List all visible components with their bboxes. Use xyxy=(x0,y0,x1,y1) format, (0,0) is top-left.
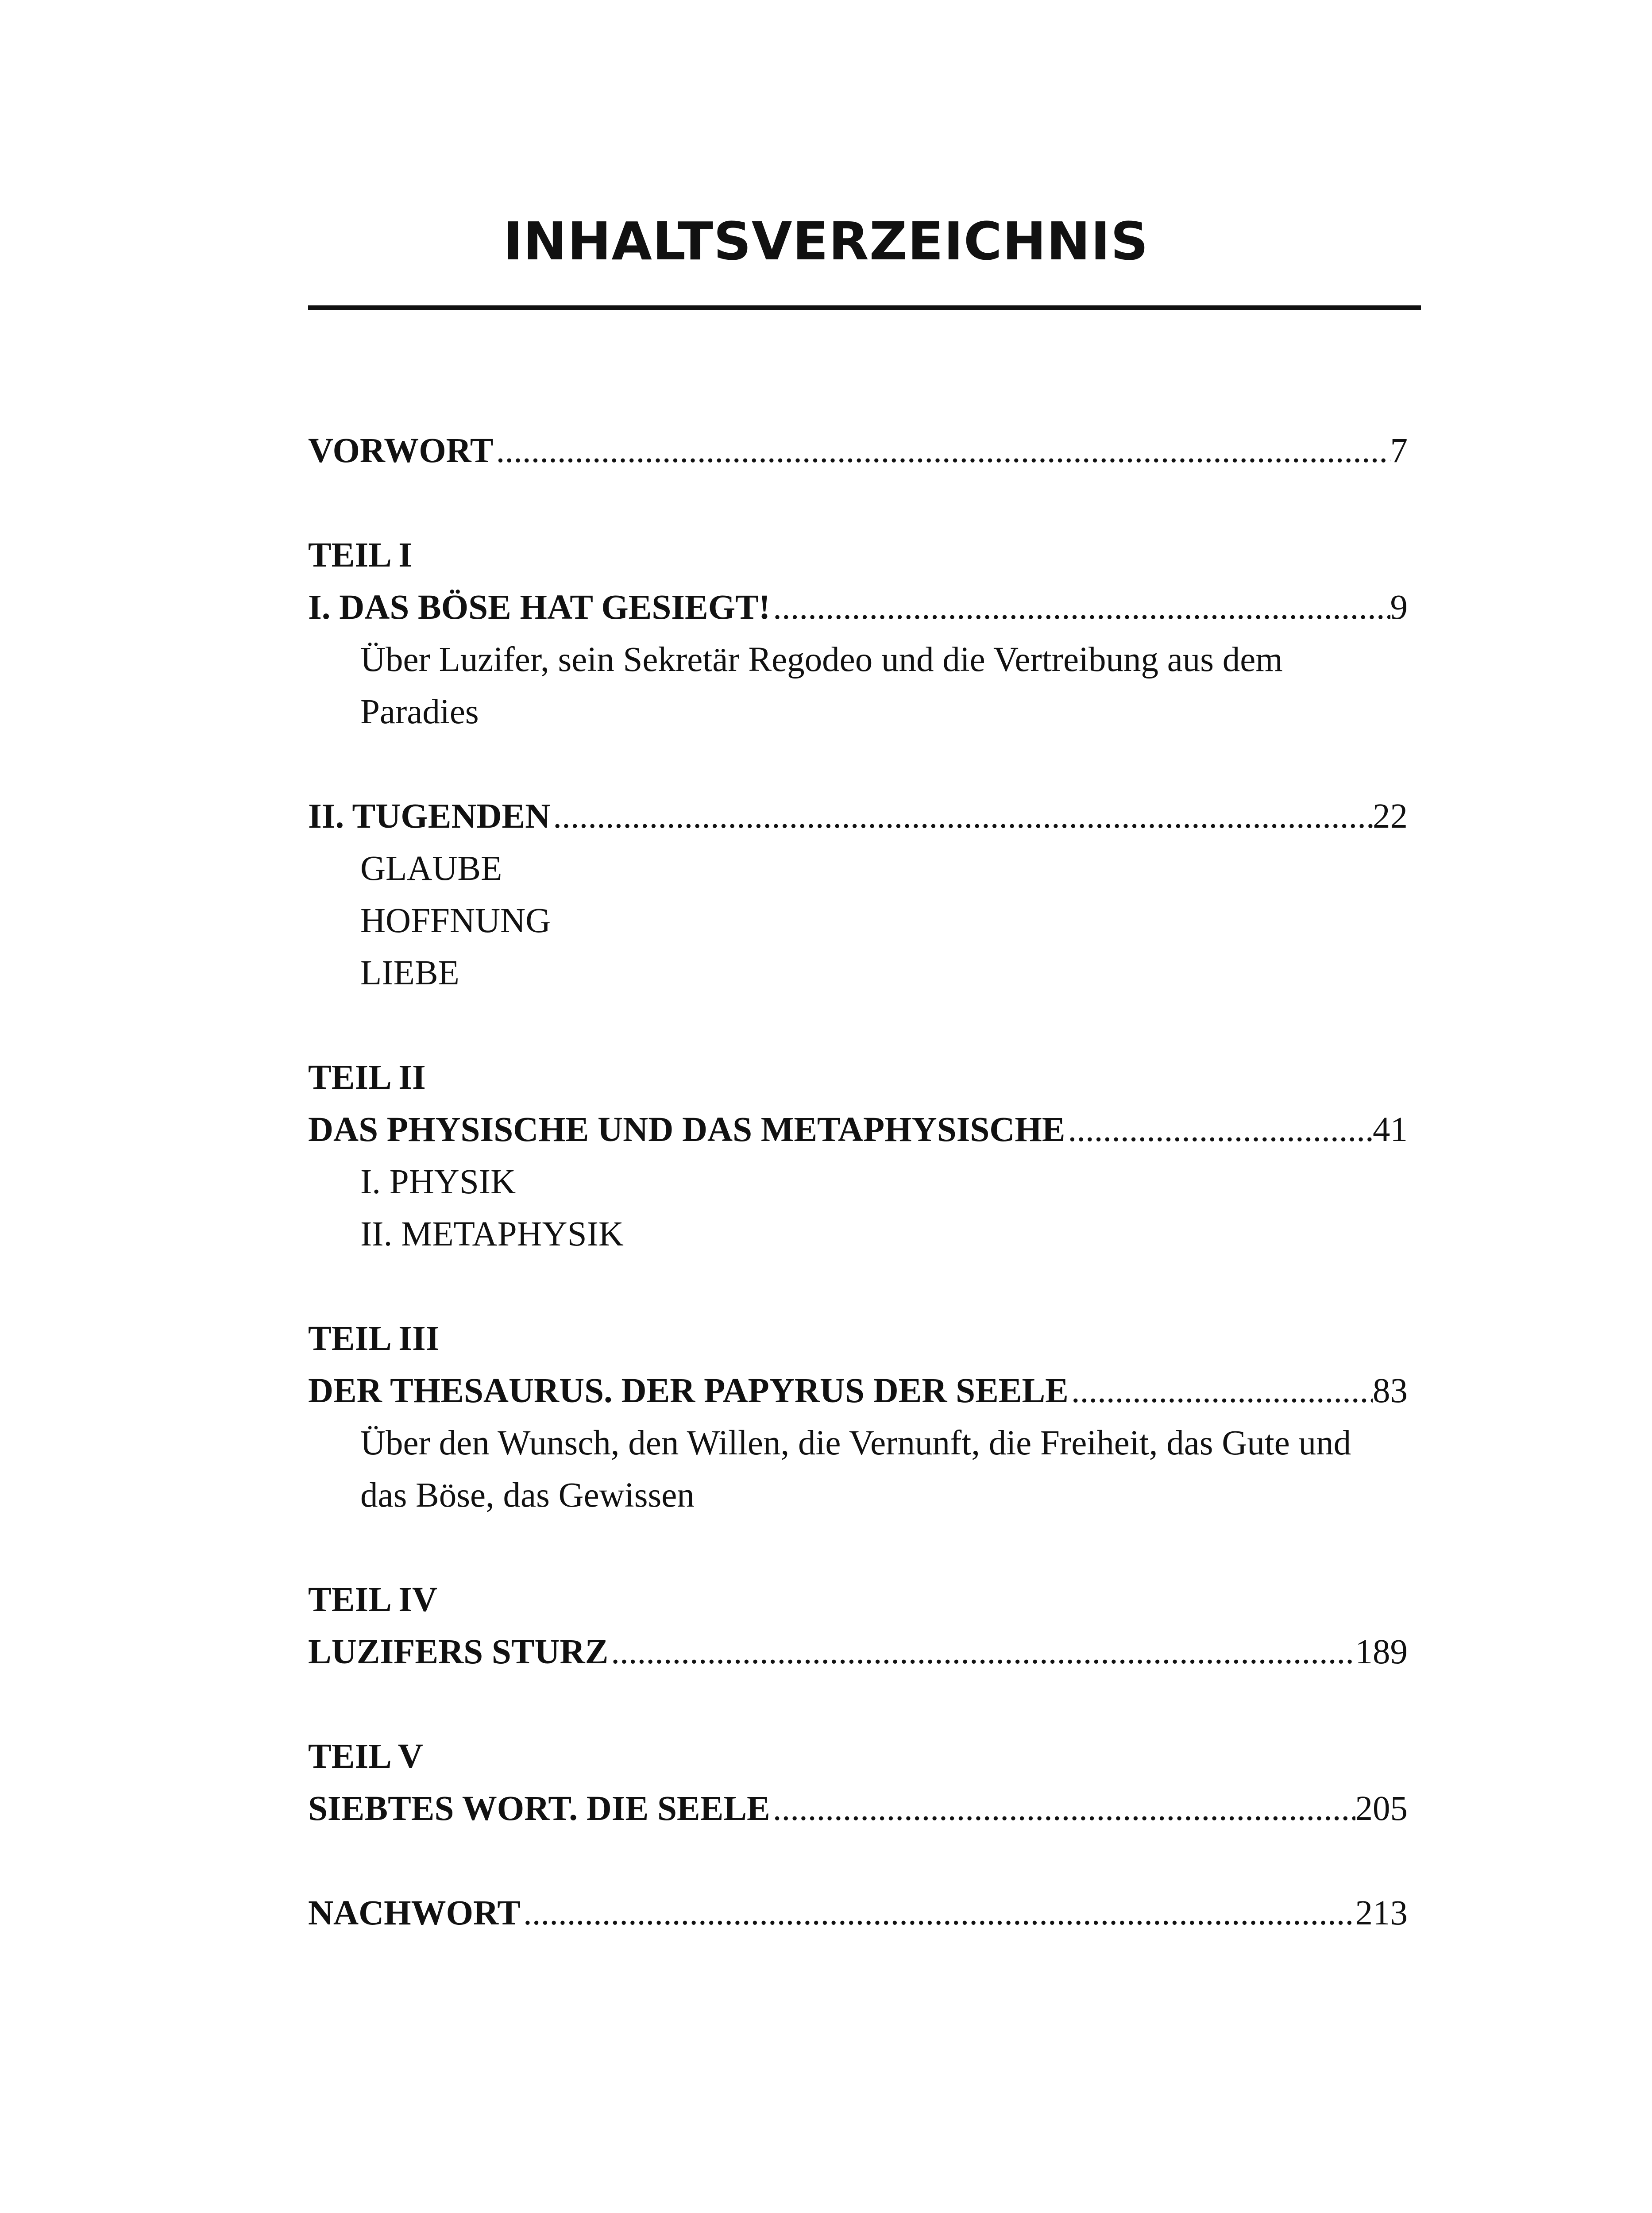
toc-entry-label: VORWORT xyxy=(308,432,494,470)
toc-entry-label: SIEBTES WORT. DIE SEELE xyxy=(308,1789,770,1828)
part-heading-teil-2: TEIL II xyxy=(308,1058,426,1097)
toc-entry-physische-metaphysische[interactable] xyxy=(308,1104,1408,1156)
part-heading-teil-4: TEIL IV xyxy=(308,1581,438,1619)
subsection-metaphysik: II. METAPHYSIK xyxy=(360,1215,624,1253)
toc-page-number: 7 xyxy=(1390,432,1408,470)
dot-leader xyxy=(550,790,1373,843)
toc-page-number: 205 xyxy=(1355,1789,1408,1828)
toc-entry-label: NACHWORT xyxy=(308,1894,521,1932)
toc-page-number: 41 xyxy=(1373,1110,1408,1149)
dot-leader xyxy=(770,582,1390,634)
toc-entry-label: DAS PHYSISCHE UND DAS METAPHYSISCHE xyxy=(308,1110,1065,1149)
dot-leader xyxy=(770,1783,1355,1835)
chapter-description: Über den Wunsch, den Willen, die Vernunft, die Freiheit, das Gute und das Böse, das Gewissen xyxy=(360,1424,1351,1515)
toc-entry-label: LUZIFERS STURZ xyxy=(308,1633,609,1671)
toc-page-number: 189 xyxy=(1355,1633,1408,1671)
toc-entry-siebtes-wort[interactable] xyxy=(308,1783,1408,1835)
toc-entry-das-boese-hat-gesiegt[interactable] xyxy=(308,582,1408,634)
toc-entry-thesaurus[interactable] xyxy=(308,1365,1408,1417)
subsection-glaube: GLAUBE xyxy=(360,849,502,888)
toc-entry-luzifers-sturz[interactable] xyxy=(308,1626,1408,1678)
part-heading-teil-1: TEIL I xyxy=(308,536,412,574)
dot-leader xyxy=(608,1626,1355,1678)
toc-entry-label: DER THESAURUS. DER PAPYRUS DER SEELE xyxy=(308,1372,1069,1410)
part-heading-teil-5: TEIL V xyxy=(308,1737,423,1776)
dot-leader xyxy=(521,1887,1355,1939)
chapter-description: Über Luzifer, sein Sekretär Regodeo und die Vertreibung aus dem Paradies xyxy=(360,640,1283,731)
subsection-liebe: LIEBE xyxy=(360,954,459,992)
title-divider xyxy=(308,305,1421,310)
subsection-hoffnung: HOFFNUNG xyxy=(360,902,551,940)
dot-leader xyxy=(1065,1104,1373,1156)
dot-leader xyxy=(1069,1365,1373,1417)
toc-entry-vorwort[interactable] xyxy=(308,425,1408,477)
part-heading-teil-3: TEIL III xyxy=(308,1319,440,1358)
toc-page-number: 9 xyxy=(1390,588,1408,627)
table-of-contents xyxy=(308,425,1408,1939)
toc-entry-label: I. DAS BÖSE HAT GESIEGT! xyxy=(308,588,771,627)
toc-page-number: 83 xyxy=(1373,1372,1408,1410)
subsection-physik: I. PHYSIK xyxy=(360,1163,516,1201)
toc-entry-label: II. TUGENDEN xyxy=(308,797,551,836)
toc-entry-nachwort[interactable] xyxy=(308,1887,1408,1939)
toc-page-number: 213 xyxy=(1355,1894,1408,1932)
toc-entry-tugenden[interactable] xyxy=(308,790,1408,843)
page-title: INHALTSVERZEICHNIS xyxy=(503,211,1149,272)
dot-leader xyxy=(494,425,1390,477)
toc-page-number: 22 xyxy=(1373,797,1408,836)
